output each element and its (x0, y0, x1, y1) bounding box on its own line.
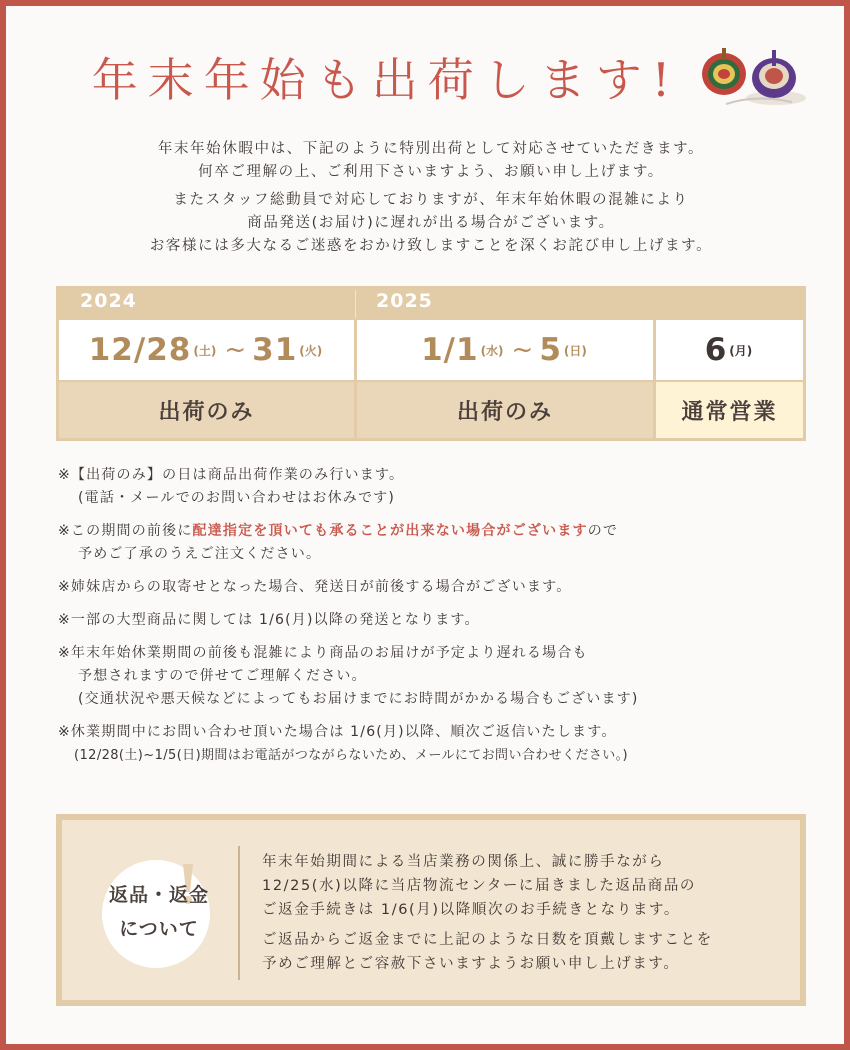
note-item (58, 520, 818, 566)
intro-line: またスタッフ総動員で対応しておりますが、年末年始休暇の混雑により (173, 192, 689, 208)
date-start: 1/1 (421, 332, 479, 368)
year-divider (355, 290, 356, 318)
year-2025-label: 2025 (376, 290, 433, 312)
note-item (58, 721, 818, 767)
weekday: (日) (563, 343, 587, 358)
weekday: (水) (480, 343, 504, 358)
year-2024-label: 2024 (80, 290, 137, 312)
returns-inner (62, 820, 800, 1000)
returns-badge-title (84, 878, 234, 946)
spinning-tops-icon (696, 46, 806, 116)
returns-text (262, 850, 802, 982)
note-item (58, 464, 818, 510)
note-emphasis: 配達指定を頂いても承ることが出来ない場合がございます (192, 523, 588, 539)
note-line: (電話・メールでのお問い合わせはお休みです) (78, 490, 396, 506)
intro-line: 何卒ご理解の上、ご利用下さいますよう、お願い申し上げます。 (198, 164, 664, 180)
note-line: 予めご了承のうえご注文ください。 (78, 546, 322, 562)
date-range-2 (357, 320, 653, 380)
note-line: ※【出荷のみ】の日は商品出荷作業のみ行います。 (58, 467, 405, 483)
badge-line: について (119, 918, 199, 940)
intro-paragraph-1 (6, 138, 850, 184)
status-shipping-only-1: 出荷のみ (59, 382, 354, 438)
returns-line: 予めご理解とご容赦下さいますようお願い申し上げます。 (262, 956, 680, 972)
status-shipping-only-2: 出荷のみ (357, 382, 653, 438)
weekday: (月) (729, 343, 753, 358)
status-normal-business: 通常営業 (656, 382, 803, 438)
date-single (656, 320, 803, 380)
intro-line: 年末年始休暇中は、下記のように特別出荷として対応させていただきます。 (157, 141, 705, 157)
returns-line: ご返金手続きは 1/6(月)以降順次のお手続きとなります。 (262, 902, 680, 918)
date-range-1 (59, 320, 354, 380)
intro-line: お客様には多大なるご迷惑をおかけ致しますことを深くお詫び申し上げます。 (149, 238, 713, 254)
note-line: (12/28(土)~1/5(日)期間はお電話がつながらないため、メールにてお問い合わせください。) (74, 748, 629, 763)
returns-box (56, 814, 806, 1006)
weekday: (火) (299, 343, 323, 358)
weekday: (土) (193, 343, 217, 358)
note-line: (交通状況や悪天候などによってもお届けまでにお時間がかかる場合もございます) (78, 691, 639, 707)
note-line: ※休業期間中にお問い合わせ頂いた場合は 1/6(月)以降、順次ご返信いたします。 (58, 724, 617, 740)
note-line: ※一部の大型商品に関しては 1/6(月)以降の発送となります。 (58, 612, 480, 628)
note-line: ※年末年始休業期間の前後も混雑により商品のお届けが予定より遅れる場合も (58, 645, 588, 661)
intro-line: 商品発送(お届け)に遅れが出る場合がございます。 (247, 215, 615, 231)
returns-line: ご返品からご返金までに上記のような日数を頂戴しますことを (262, 932, 713, 948)
range-tilde: ~ (511, 335, 534, 365)
returns-divider (238, 846, 240, 980)
returns-line: 12/25(水)以降に当店物流センターに届きました返品商品の (262, 878, 697, 894)
note-line: ※姉妹店からの取寄せとなった場合、発送日が前後する場合がございます。 (58, 579, 572, 595)
schedule-table (56, 286, 806, 441)
date-start: 12/28 (88, 332, 192, 368)
note-line: 予想されますので併せてご理解ください。 (78, 668, 367, 684)
date-start: 6 (704, 332, 728, 368)
note-text: ので (587, 523, 619, 539)
badge-line: 返品・返金 (108, 884, 209, 906)
intro-paragraph-2 (6, 189, 850, 258)
page-title: 年末年始も出荷します! (91, 53, 681, 107)
returns-paragraph (262, 928, 802, 976)
date-end: 5 (539, 332, 562, 368)
notes-list (58, 464, 818, 777)
note-item (58, 576, 818, 599)
returns-line: 年末年始期間による当店業務の関係上、誠に勝手ながら (262, 854, 665, 870)
note-item (58, 609, 818, 632)
note-item (58, 642, 818, 711)
date-end: 31 (252, 332, 298, 368)
returns-paragraph (262, 850, 802, 922)
note-text: ※この期間の前後に (58, 523, 193, 539)
range-tilde: ~ (224, 335, 247, 365)
note-line (58, 520, 818, 543)
